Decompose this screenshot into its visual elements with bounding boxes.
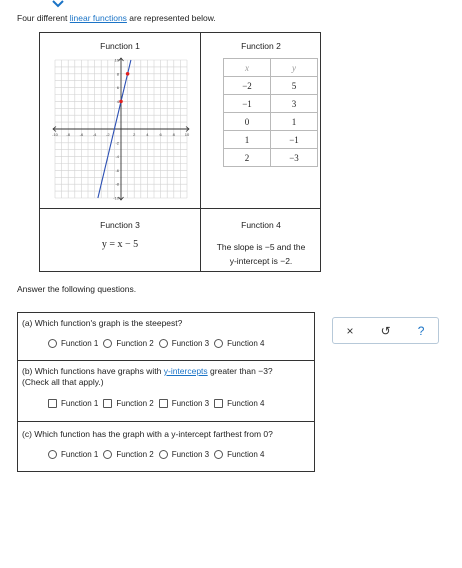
table-header-y: y	[271, 59, 318, 77]
checkbox-b-function-2[interactable]: Function 2	[103, 399, 153, 408]
function-3-equation: y = x − 5	[101, 239, 139, 250]
checkbox-b-function-4[interactable]: Function 4	[214, 399, 264, 408]
question-c-options	[48, 450, 269, 459]
function-3-title: Function 3	[100, 220, 140, 230]
function-1-graph	[51, 56, 191, 202]
y-tick-label: 8	[116, 71, 119, 77]
question-a-options	[48, 339, 269, 348]
radio-c-function-4[interactable]: Function 4	[214, 450, 264, 459]
radio-a-function-4[interactable]: Function 4	[214, 339, 264, 348]
table-row: −1 3	[224, 95, 318, 113]
y-tick-label: 4	[116, 98, 119, 104]
function-4-title: Function 4	[241, 220, 281, 230]
radio-a-function-1[interactable]: Function 1	[48, 339, 98, 348]
table-row: −2 5	[224, 77, 318, 95]
function-4-description: The slope is −5 and the y-intercept is −2.	[216, 242, 306, 266]
graph-point	[126, 72, 130, 76]
radio-c-function-1[interactable]: Function 1	[48, 450, 98, 459]
table-row: 2 −3	[224, 149, 318, 167]
x-tick-label: 8	[172, 132, 175, 137]
x-tick-label: -10	[52, 132, 58, 137]
question-c: (c) Which function has the graph with a y-intercept farthest from 0?	[22, 429, 273, 439]
linear-functions-link[interactable]: linear functions	[69, 13, 127, 23]
functions-table	[39, 32, 321, 272]
function-2-table	[223, 58, 318, 167]
question-b: (b) Which functions have graphs with y-intercepts greater than −3? (Check all that apply.)	[22, 366, 273, 387]
x-tick-label: -4	[92, 132, 97, 137]
y-tick-label: 6	[116, 85, 119, 91]
x-tick-label: -6	[79, 132, 84, 137]
table-row: 1 −1	[224, 131, 318, 149]
radio-c-function-3[interactable]: Function 3	[159, 450, 209, 459]
function-1-title: Function 1	[100, 41, 140, 51]
y-tick-label: -2	[115, 140, 119, 146]
y-tick-label: -10	[113, 195, 119, 201]
table-row: 0 1	[224, 113, 318, 131]
questions-box	[17, 312, 315, 472]
x-tick-label: 2	[133, 132, 136, 137]
y-tick-label: -6	[115, 167, 119, 173]
x-tick-label: -2	[106, 132, 110, 137]
checkbox-b-function-1[interactable]: Function 1	[48, 399, 98, 408]
radio-c-function-2[interactable]: Function 2	[103, 450, 153, 459]
graph-point	[116, 98, 123, 104]
y-tick-label: -8	[115, 181, 119, 187]
question-a: (a) Which function's graph is the steepest?	[22, 318, 183, 328]
y-tick-label: -4	[115, 154, 119, 160]
chevron-down-icon[interactable]	[52, 0, 64, 8]
intro-text: Four different linear functions are represented below.	[17, 13, 216, 23]
x-tick-label: -8	[66, 132, 70, 137]
x-tick-label: 4	[146, 132, 149, 137]
y-tick-label: 10	[114, 57, 119, 63]
radio-a-function-3[interactable]: Function 3	[159, 339, 209, 348]
question-b-options	[48, 399, 269, 408]
y-intercepts-link[interactable]: y-intercepts	[163, 366, 208, 376]
x-tick-label: 10	[184, 132, 190, 137]
table-header-x: x	[224, 59, 271, 77]
answer-toolbar	[332, 317, 439, 344]
clear-button[interactable]: ×	[346, 323, 354, 338]
answer-prompt: Answer the following questions.	[17, 284, 137, 294]
function-2-title: Function 2	[241, 41, 281, 51]
x-tick-label: 6	[159, 132, 162, 137]
radio-a-function-2[interactable]: Function 2	[103, 339, 153, 348]
undo-button[interactable]: ↺	[380, 323, 391, 338]
help-button[interactable]: ?	[417, 323, 425, 338]
checkbox-b-function-3[interactable]: Function 3	[159, 399, 209, 408]
